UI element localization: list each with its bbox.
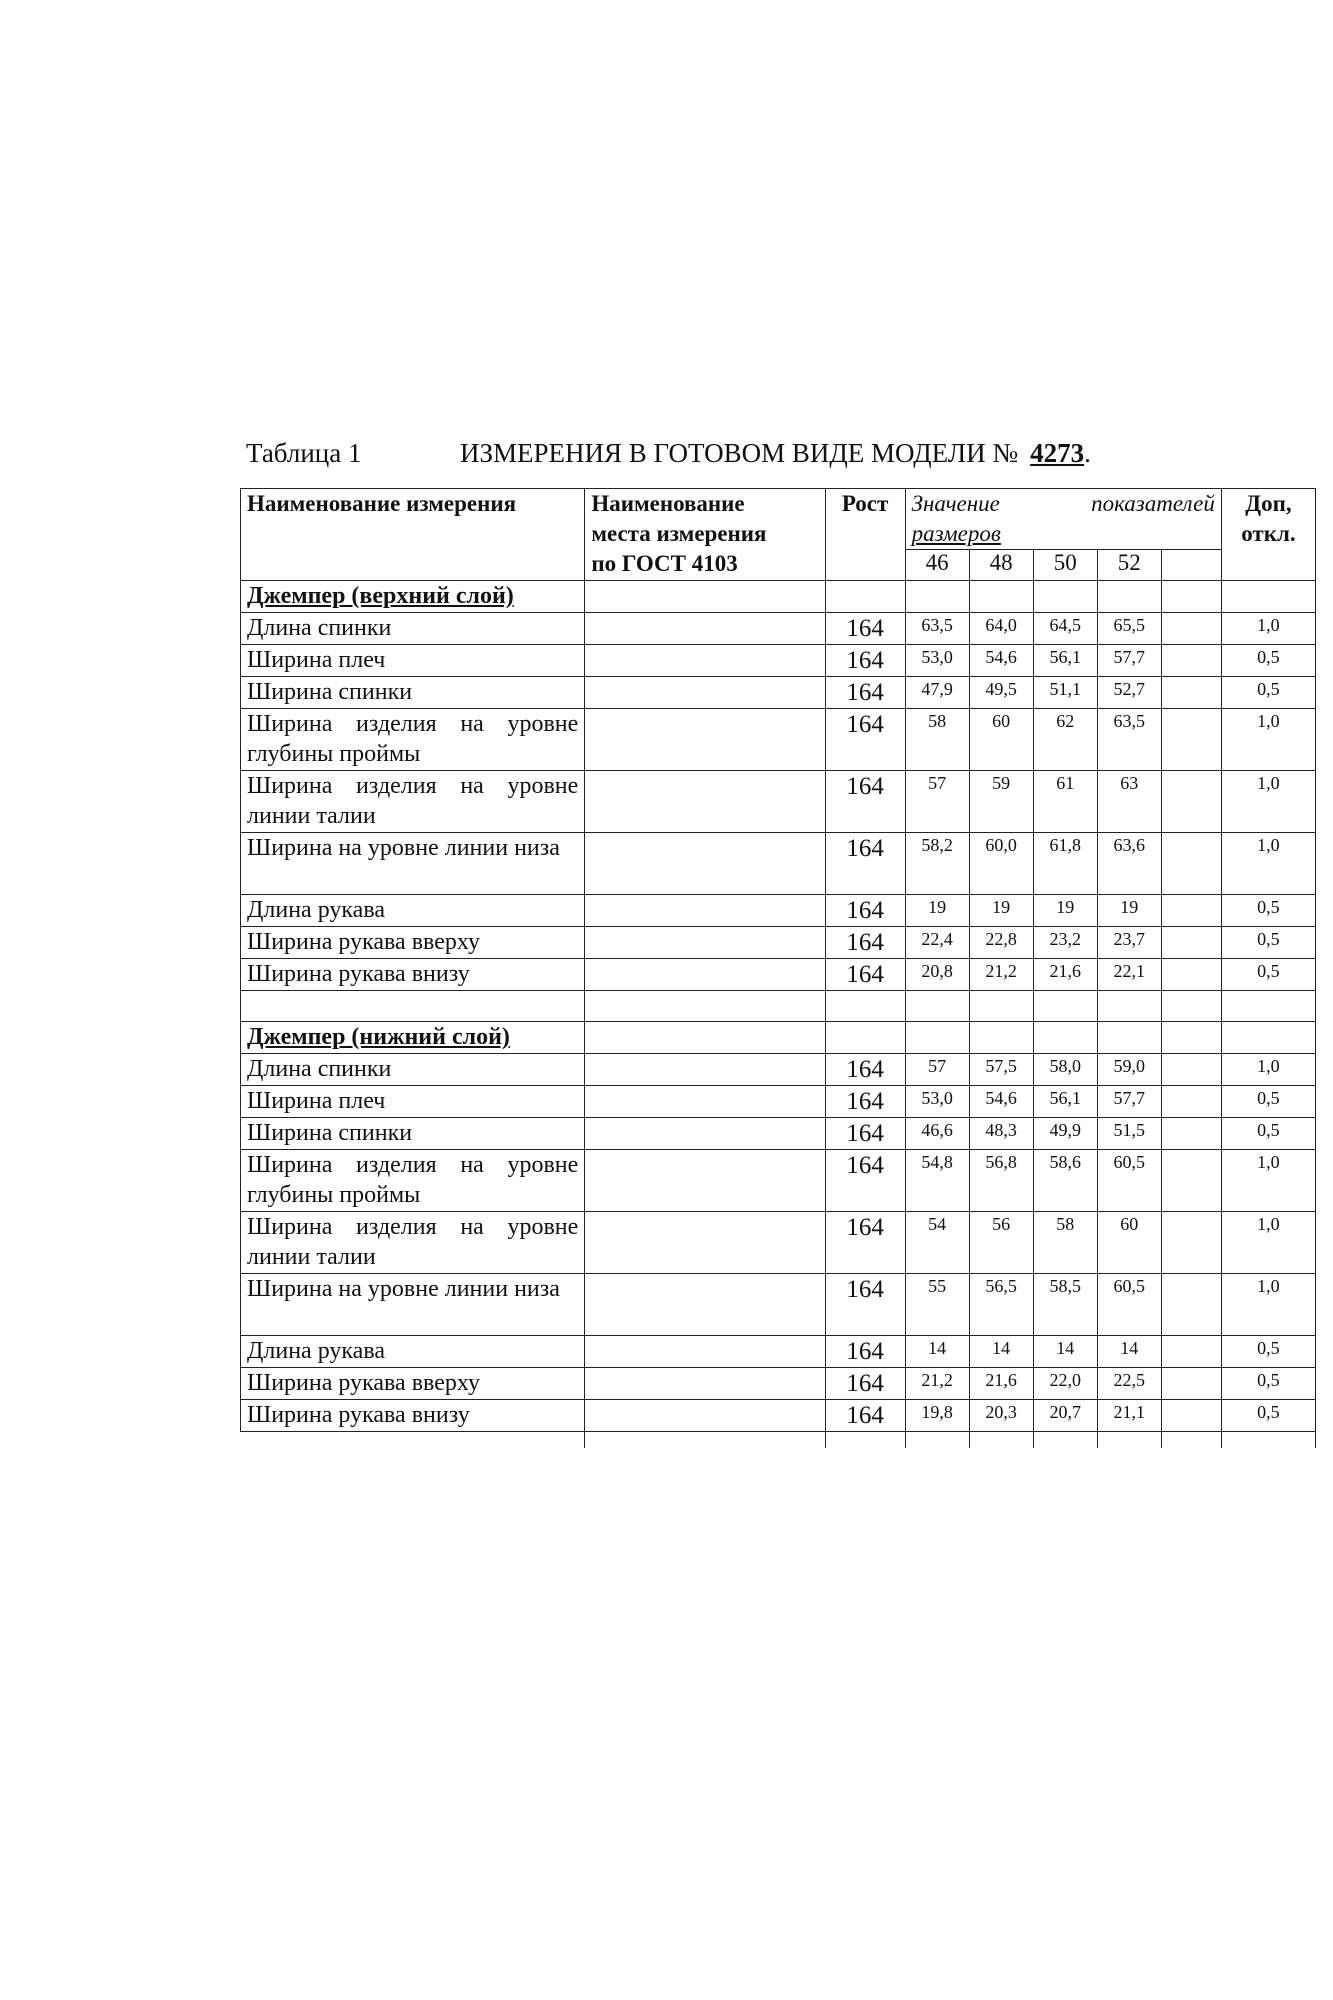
value-50: 23,2 — [1033, 927, 1097, 959]
header-dop-line1: Доп, — [1245, 491, 1292, 516]
table-row — [241, 1274, 1316, 1336]
title-text: ИЗМЕРЕНИЯ В ГОТОВОМ ВИДЕ МОДЕЛИ № — [460, 438, 1019, 468]
table-row — [241, 833, 1316, 895]
blank-row — [241, 991, 1316, 1022]
value-48: 60,0 — [969, 833, 1033, 895]
value-50: 56,1 — [1033, 1086, 1097, 1118]
value-46: 21,2 — [905, 1368, 969, 1400]
value-48: 56,8 — [969, 1150, 1033, 1212]
value-48: 19 — [969, 895, 1033, 927]
row-name: Ширина рукава вверху — [241, 1368, 585, 1400]
header-values-word2: показателей — [1091, 491, 1215, 516]
value-50: 49,9 — [1033, 1118, 1097, 1150]
header-gost-line1: Наименование — [591, 491, 745, 516]
header-measurement-name: Наименование измерения — [241, 489, 585, 581]
trailing-row — [241, 1432, 1316, 1449]
section-title-top-layer: Джемпер (верхний слой) — [241, 581, 585, 613]
row-rost: 164 — [825, 709, 905, 771]
table-row — [241, 927, 1316, 959]
row-tolerance: 0,5 — [1221, 677, 1315, 709]
table-row — [241, 1368, 1316, 1400]
row-tolerance: 0,5 — [1221, 1336, 1315, 1368]
value-48: 22,8 — [969, 927, 1033, 959]
value-52: 63,6 — [1097, 833, 1161, 895]
row-rost: 164 — [825, 677, 905, 709]
value-50: 19 — [1033, 895, 1097, 927]
row-name: Ширина на уровне линии низа — [241, 1274, 585, 1336]
value-52: 19 — [1097, 895, 1161, 927]
value-46: 57 — [905, 1054, 969, 1086]
value-50: 58 — [1033, 1212, 1097, 1274]
value-52: 60,5 — [1097, 1150, 1161, 1212]
value-50: 61 — [1033, 771, 1097, 833]
row-rost: 164 — [825, 771, 905, 833]
value-46: 22,4 — [905, 927, 969, 959]
table-row — [241, 1054, 1316, 1086]
row-rost: 164 — [825, 1212, 905, 1274]
table-row — [241, 771, 1316, 833]
value-50: 20,7 — [1033, 1400, 1097, 1432]
row-tolerance: 1,0 — [1221, 833, 1315, 895]
value-52: 57,7 — [1097, 645, 1161, 677]
row-tolerance: 1,0 — [1221, 1150, 1315, 1212]
table-row — [241, 645, 1316, 677]
header-tolerance — [1221, 489, 1315, 581]
row-tolerance: 0,5 — [1221, 1118, 1315, 1150]
value-46: 46,6 — [905, 1118, 969, 1150]
value-50: 14 — [1033, 1336, 1097, 1368]
row-name: Ширина спинки — [241, 1118, 585, 1150]
row-rost: 164 — [825, 1274, 905, 1336]
row-rost: 164 — [825, 895, 905, 927]
title-period: . — [1084, 438, 1091, 468]
row-tolerance: 0,5 — [1221, 959, 1315, 991]
table-row — [241, 613, 1316, 645]
value-50: 58,6 — [1033, 1150, 1097, 1212]
size-50: 50 — [1033, 550, 1097, 581]
table-row — [241, 1118, 1316, 1150]
value-52: 23,7 — [1097, 927, 1161, 959]
value-52: 22,5 — [1097, 1368, 1161, 1400]
value-46: 54,8 — [905, 1150, 969, 1212]
row-rost: 164 — [825, 959, 905, 991]
row-rost: 164 — [825, 1368, 905, 1400]
row-tolerance: 1,0 — [1221, 1212, 1315, 1274]
header-values-word1: Значение — [911, 491, 1000, 516]
row-name: Ширина плеч — [241, 1086, 585, 1118]
value-48: 54,6 — [969, 645, 1033, 677]
row-name: Ширина изделия на уровне линии талии — [241, 771, 585, 833]
value-46: 53,0 — [905, 645, 969, 677]
value-48: 21,6 — [969, 1368, 1033, 1400]
value-48: 21,2 — [969, 959, 1033, 991]
size-52: 52 — [1097, 550, 1161, 581]
value-52: 52,7 — [1097, 677, 1161, 709]
row-rost: 164 — [825, 927, 905, 959]
value-46: 47,9 — [905, 677, 969, 709]
size-48: 48 — [969, 550, 1033, 581]
value-48: 57,5 — [969, 1054, 1033, 1086]
value-46: 54 — [905, 1212, 969, 1274]
value-50: 58,0 — [1033, 1054, 1097, 1086]
row-name: Ширина рукава внизу — [241, 1400, 585, 1432]
value-52: 57,7 — [1097, 1086, 1161, 1118]
value-46: 53,0 — [905, 1086, 969, 1118]
section-title-bottom-layer: Джемпер (нижний слой) — [241, 1022, 585, 1054]
table-row — [241, 1086, 1316, 1118]
row-name: Ширина изделия на уровне линии талии — [241, 1212, 585, 1274]
value-48: 54,6 — [969, 1086, 1033, 1118]
row-rost: 164 — [825, 613, 905, 645]
value-52: 65,5 — [1097, 613, 1161, 645]
value-48: 48,3 — [969, 1118, 1033, 1150]
value-48: 49,5 — [969, 677, 1033, 709]
table-row — [241, 1150, 1316, 1212]
row-rost: 164 — [825, 1336, 905, 1368]
table-title — [460, 438, 1091, 469]
value-52: 22,1 — [1097, 959, 1161, 991]
value-50: 21,6 — [1033, 959, 1097, 991]
value-52: 59,0 — [1097, 1054, 1161, 1086]
value-46: 57 — [905, 771, 969, 833]
value-50: 62 — [1033, 709, 1097, 771]
table-label: Таблица 1 — [246, 438, 362, 468]
row-tolerance: 1,0 — [1221, 613, 1315, 645]
row-tolerance: 0,5 — [1221, 1368, 1315, 1400]
row-rost: 164 — [825, 645, 905, 677]
row-rost: 164 — [825, 833, 905, 895]
size-empty — [1161, 550, 1221, 581]
row-tolerance: 0,5 — [1221, 1400, 1315, 1432]
header-values-word3: размеров — [911, 521, 1001, 546]
header-gost-line2: места измерения — [591, 521, 767, 546]
value-46: 20,8 — [905, 959, 969, 991]
row-rost: 164 — [825, 1086, 905, 1118]
value-50: 64,5 — [1033, 613, 1097, 645]
value-46: 55 — [905, 1274, 969, 1336]
value-50: 58,5 — [1033, 1274, 1097, 1336]
row-name: Ширина спинки — [241, 677, 585, 709]
table-row — [241, 709, 1316, 771]
value-50: 61,8 — [1033, 833, 1097, 895]
header-dop-line2: откл. — [1241, 521, 1296, 546]
row-name: Ширина изделия на уровне глубины проймы — [241, 1150, 585, 1212]
header-gost-place — [585, 489, 825, 581]
value-48: 60 — [969, 709, 1033, 771]
row-name: Ширина рукава внизу — [241, 959, 585, 991]
row-tolerance: 1,0 — [1221, 1054, 1315, 1086]
model-number: 4273 — [1030, 438, 1085, 468]
row-tolerance: 0,5 — [1221, 895, 1315, 927]
value-46: 19,8 — [905, 1400, 969, 1432]
value-48: 64,0 — [969, 613, 1033, 645]
value-52: 63,5 — [1097, 709, 1161, 771]
table-row — [241, 1336, 1316, 1368]
value-48: 14 — [969, 1336, 1033, 1368]
value-48: 59 — [969, 771, 1033, 833]
table-row — [241, 1400, 1316, 1432]
row-tolerance: 1,0 — [1221, 771, 1315, 833]
row-name: Ширина изделия на уровне глубины проймы — [241, 709, 585, 771]
table-row — [241, 895, 1316, 927]
value-46: 14 — [905, 1336, 969, 1368]
row-name: Длина рукава — [241, 1336, 585, 1368]
measurements-table — [240, 488, 1316, 1448]
row-name: Длина спинки — [241, 613, 585, 645]
value-46: 63,5 — [905, 613, 969, 645]
value-52: 60,5 — [1097, 1274, 1161, 1336]
value-46: 58,2 — [905, 833, 969, 895]
table-caption — [246, 432, 1146, 472]
value-46: 58 — [905, 709, 969, 771]
header-rost: Рост — [825, 489, 905, 581]
row-tolerance: 1,0 — [1221, 709, 1315, 771]
header-size-values — [905, 489, 1221, 550]
header-gost-line3: по ГОСТ 4103 — [591, 551, 738, 576]
value-52: 14 — [1097, 1336, 1161, 1368]
row-rost: 164 — [825, 1150, 905, 1212]
row-name: Ширина на уровне линии низа — [241, 833, 585, 895]
value-48: 20,3 — [969, 1400, 1033, 1432]
value-52: 63 — [1097, 771, 1161, 833]
value-52: 51,5 — [1097, 1118, 1161, 1150]
row-tolerance: 1,0 — [1221, 1274, 1315, 1336]
row-tolerance: 0,5 — [1221, 645, 1315, 677]
size-46: 46 — [905, 550, 969, 581]
value-50: 51,1 — [1033, 677, 1097, 709]
row-rost: 164 — [825, 1118, 905, 1150]
value-52: 21,1 — [1097, 1400, 1161, 1432]
value-52: 60 — [1097, 1212, 1161, 1274]
value-50: 56,1 — [1033, 645, 1097, 677]
table-row — [241, 677, 1316, 709]
row-name: Ширина рукава вверху — [241, 927, 585, 959]
row-rost: 164 — [825, 1054, 905, 1086]
value-46: 19 — [905, 895, 969, 927]
table-row — [241, 1212, 1316, 1274]
row-name: Длина рукава — [241, 895, 585, 927]
value-48: 56 — [969, 1212, 1033, 1274]
row-tolerance: 0,5 — [1221, 1086, 1315, 1118]
row-rost: 164 — [825, 1400, 905, 1432]
value-50: 22,0 — [1033, 1368, 1097, 1400]
value-48: 56,5 — [969, 1274, 1033, 1336]
table-row — [241, 959, 1316, 991]
row-name: Длина спинки — [241, 1054, 585, 1086]
row-tolerance: 0,5 — [1221, 927, 1315, 959]
row-name: Ширина плеч — [241, 645, 585, 677]
